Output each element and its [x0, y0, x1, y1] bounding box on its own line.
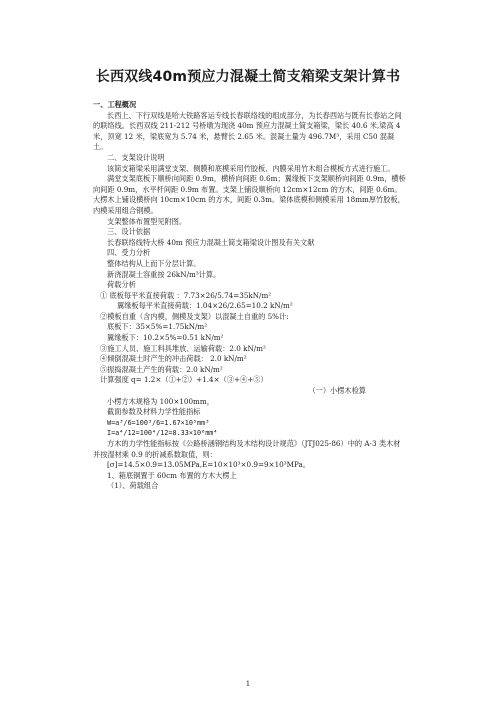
paragraph-layered-calc: 整体结构从上而下分层计算。 [107, 258, 201, 268]
load-item-flange: 翼缘板每平米直接荷载：1.04×26/2.65=10.2 kN/m² [117, 301, 293, 311]
document-body [93, 100, 406, 492]
document-title: 长西双线40m预应力混凝土简支箱梁支架计算书 [95, 69, 401, 85]
load-item-formwork-bottom: 底板下：35×5%=1.75kN/m² [107, 322, 208, 332]
paragraph-support-method: 该简支箱梁采用满堂支架、侧膜和底模采用竹胶板、内膜采用竹木组合模板方式进行施工。 [107, 163, 395, 173]
section-heading-force-analysis: 四、受力分析 [107, 248, 151, 258]
section-heading-support-design: 二、支架设计说明 [107, 152, 165, 162]
load-formula: 计算强度 q= 1.2×（①+②）+1.4×（③+④+⑤） [100, 375, 268, 385]
load-item-formwork: ②模板自重（含内模，侧模及支架）以混凝土自重的 5%计: [100, 311, 289, 321]
paragraph-section-params: 截面参数及材料力学性能指标 [107, 407, 201, 417]
subsection-heading-small-joist: （一）小楞木检算 [308, 386, 366, 396]
paragraph-design-basis: 长春联络线特大桥 40m 预应力混凝土简支箱梁设计图及有关文献 [107, 237, 315, 247]
load-item-vibration: ⑤振捣混凝土产生的荷载：2.0 kN/m² [100, 364, 223, 374]
page-number: 1 [245, 680, 251, 688]
formula-moment-of-inertia: I=a⁴/12=100⁴/12=8.33×10⁶mm⁴ [107, 429, 218, 438]
paragraph-joist-spec: 小楞方木规格为 100×100mm， [107, 396, 214, 406]
load-item-bottom-plate: ① 底板每平米直接荷载 ：7.73×26/5.74=35kN/m² [100, 290, 272, 300]
paragraph-timber-properties: 方木的力学性能指标按《公路桥涵钢结构及木结构设计规范》（JTJ025-86）中的 A-3 类木材并按湿材乘 0.9 的折减系数取值，则： [93, 439, 401, 459]
load-item-construction: ③施工人员、施工料具堆放、运输荷载：2.0 kN/m² [100, 343, 266, 353]
formula-section-modulus: W=a³/6=100³/6=1.67×10⁵mm³ [107, 418, 210, 427]
paragraph-support-drawing: 支架整体布置型见附图。 [107, 216, 187, 226]
paragraph-support-layout: 满堂支架底板下顺桥向间距 0.9m，横桥向间距 0.6m；翼缘板下支架顺桥向间距 0.9m，横桥向间距 0.9m，水平杆间距 0.9m 布置。支架上铺设顺桥向 12cm×12cm 的方木，间距 0.6m。大楞木上铺设横桥向 10cm×10cm 的方木，间距 0.3m。梁体底模和侧模采用 18mm厚竹胶板，内模采用组合钢模。 [93, 174, 406, 215]
load-item-formwork-flange: 翼缘板下：10.2×5%=0.51 kN/m² [107, 333, 224, 343]
paragraph-load-combination: （1）、荷载组合 [107, 481, 159, 491]
paragraph-load-analysis: 荷载分析 [107, 280, 136, 290]
paragraph-concrete-density: 新浇混凝土容重按 26kN/m³计算。 [107, 269, 221, 279]
paragraph-overview: 长西上、下行双线是哈大铁路客运专线长春联络线的组成部分，为长春西站与既有长春站之间的联络线。长西双线 211-212 号桥墩为现浇 40m 预应力混凝土简支箱梁，梁长 40.6 米,梁高 4 米，顶宽 12 米，梁底宽为 5.74 米，悬臂长 2.65 米。混凝土量为 496.7M³，采用 C50 混凝土。 [93, 110, 402, 152]
paragraph-box-bottom: 1、箱底铜置于 60cm 布置的方木大楞上 [107, 470, 237, 480]
section-heading-design-basis: 三、设计依据 [107, 227, 151, 237]
paragraph-allowable-stress: [σ]=14.5×0.9=13.05MPa,E=10×10³×0.9=9×10³MPa。 [107, 460, 310, 470]
section-heading-overview: 一、工程概况 [93, 100, 137, 109]
load-item-impact: ④倾倒混凝土时产生的冲击荷载： 2.0 kN/m² [100, 354, 247, 364]
